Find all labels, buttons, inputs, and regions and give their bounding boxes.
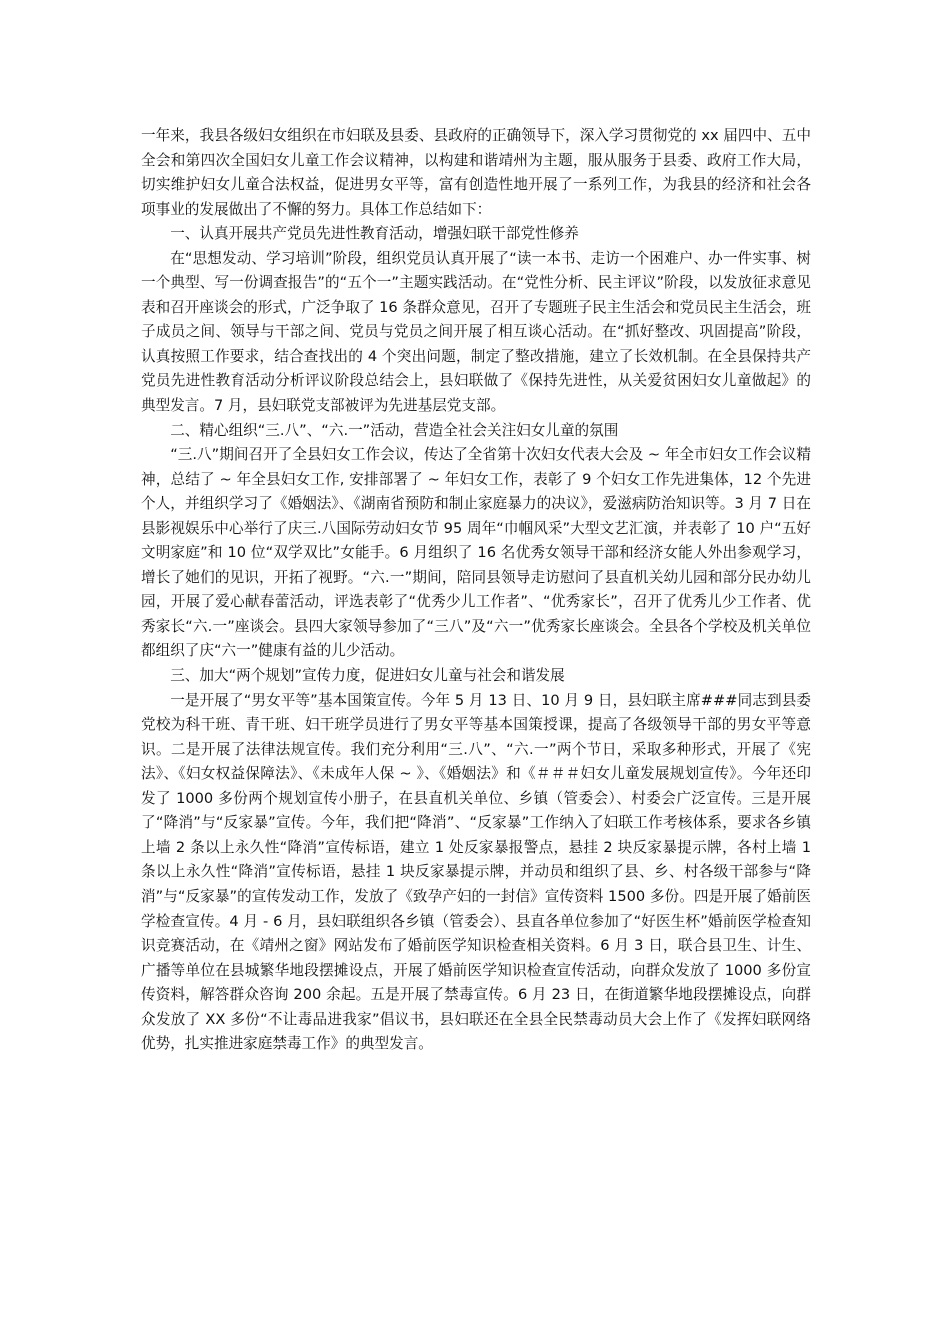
- intro-paragraph: 一年来，我县各级妇女组织在市妇联及县委、县政府的正确领导下，深入学习贯彻党的 xx 届四中、五中全会和第四次全国妇女儿童工作会议精神，以构建和谐靖州为主题，服从服务于县委、政府工作大局，切实维护妇女儿童合法权益，促进男女平等，富有创造性地开展了一系列工作，为我县的经济和社会各项事业的发展做出了不懈的努力。具体工作总结如下：: [141, 127, 811, 218]
- section-heading-3: 三、加大“两个规划”宣传力度，促进妇女儿童与社会和谐发展: [170, 667, 565, 685]
- section-body-1: 在“思想发动、学习培训”阶段，组织党员认真开展了“读一本书、走访一个困难户、办一件实事、树一个典型、写一份调查报告”的“五个一”主题实践活动。在“党性分析、民主评议”阶段，以发放征求意见表和召开座谈会的形式，广泛争取了 16 条群众意见，召开了专题班子民主生活会和党员民主生活会，班子成员之间、领导与干部之间、党员与党员之间开展了相互谈心活动。在“抓好整改、巩固提高”阶段，认真按照工作要求，结合查找出的 4 个突出问题，制定了整改措施，建立了长效机制。在全县保持共产党员先进性教育活动分析评议阶段总结会上，县妇联做了《保持先进性，从关爱贫困妇女儿童做起》的典型发言。7 月，县妇联党支部被评为先进基层党支部。: [141, 249, 811, 415]
- section-body-3: 一是开展了“男女平等”基本国策宣传。今年 5 月 13 日、10 月 9 日，县妇联主席###同志到县委党校为科干班、青干班、妇干班学员进行了男女平等基本国策授课，提高了各级领导干部的男女平等意识。二是开展了法律法规宣传。我们充分利用“三.八”、“六.一”两个节日，采取多种形式，开展了《宪法》、《妇女权益保障法》、《未成年人保 ~ 》、《婚姻法》和《＃＃＃妇女儿童发展规划宣传》。今年还印发了 1000 多份两个规划宣传小册子，在县直机关单位、乡镇（管委会）、村委会广泛宣传。三是开展了“降消”与“反家暴”宣传。今年，我们把“降消”、“反家暴”工作纳入了妇联工作考核体系，要求各乡镇上墙 2 条以上永久性“降消”宣传标语，建立 1 处反家暴报警点，悬挂 2 块反家暴提示牌，各村上墙 1 条以上永久性“降消”宣传标语，悬挂 1 块反家暴提示牌，并动员和组织了县、乡、村各级干部参与“降消”与“反家暴”的宣传发动工作，发放了《致孕产妇的一封信》宣传资料 1500 多份。四是开展了婚前医学检查宣传。4 月 - 6 月，县妇联组织各乡镇（管委会）、县直各单位参加了“好医生杯”婚前医学检查知识竞赛活动，在《靖州之窗》网站发布了婚前医学知识检查相关资料。6 月 3 日，联合县卫生、计生、广播等单位在县城繁华地段摆摊设点，开展了婚前医学知识检查宣传活动，向群众发放了 1000 多份宣传资料，解答群众咨询 200 余起。五是开展了禁毒宣传。6 月 23 日，在街道繁华地段摆摊设点，向群众发放了 XX 多份“不让毒品进我家”倡议书，县妇联还在全县全民禁毒动员大会上作了《发挥妇联网络优势，扎实推进家庭禁毒工作》的典型发言。: [141, 691, 811, 1053]
- section-heading-1: 一、认真开展共产党员先进性教育活动，增强妇联干部党性修养: [170, 225, 579, 243]
- section-body-2: “三.八”期间召开了全县妇女工作会议，传达了全省第十次妇女代表大会及 ~ 年全市妇女工作会议精神，总结了 ~ 年全县妇女工作, 安排部署了 ~ 年妇女工作，表彰了 9 个妇女工作先进集体，12 个先进个人，并组织学习了《婚姻法》、《湖南省预防和制止家庭暴力的决议》，爱滋病防治知识等。3 月 7 日在县影视娱乐中心举行了庆三.八国际劳动妇女节 95 周年“巾帼风采”大型文艺汇演，并表彰了 10 户“五好文明家庭”和 10 位“双学双比”女能手。6 月组织了 16 名优秀女领导干部和经济女能人外出参观学习，增长了她们的见识，开拓了视野。“六.一”期间，陪同县领导走访慰问了县直机关幼儿园和部分民办幼儿园，开展了爱心献春蕾活动，评选表彰了“优秀少儿工作者”、“优秀家长”，召开了优秀儿少工作者、优秀家长“六.一”座谈会。县四大家领导参加了“三八”及“六一”优秀家长座谈会。全县各个学校及机关单位都组织了庆“六一”健康有益的儿少活动。: [141, 446, 811, 660]
- document-body: [141, 124, 811, 1057]
- section-heading-2: 二、精心组织“三.八”、“六.一”活动，营造全社会关注妇女儿童的氛围: [170, 421, 619, 439]
